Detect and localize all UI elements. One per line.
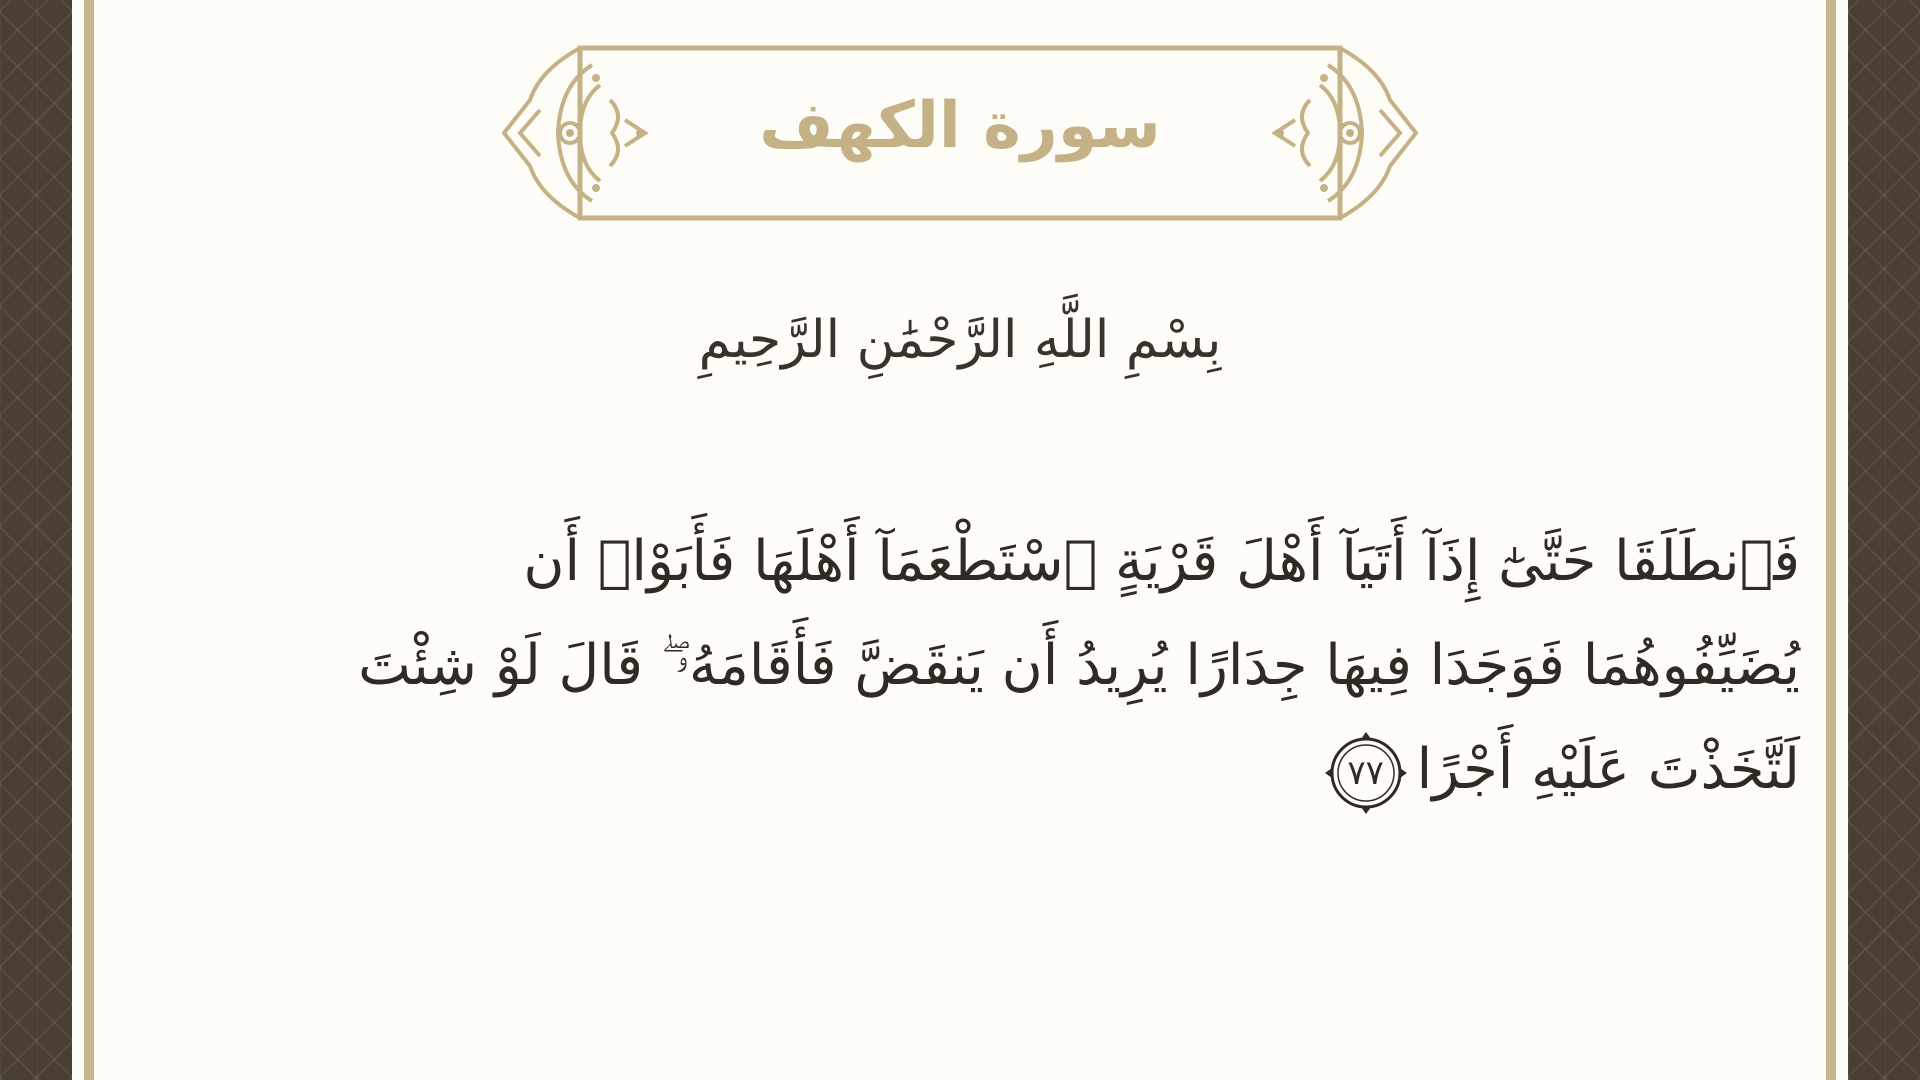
left-ornamental-border bbox=[0, 0, 72, 1080]
verse-line-2: يُضَيِّفُوهُمَا فَوَجَدَا فِيهَا جِدَارًا يُرِيدُ أَن يَنقَضَّ فَأَقَامَهُۥ ۖ قَالَ لَوْ شِئْتَ bbox=[358, 633, 1800, 698]
verse-line-1: فَٱنطَلَقَا حَتَّىٰٓ إِذَآ أَتَيَآ أَهْلَ قَرْيَةٍ ٱسْتَطْعَمَآ أَهْلَهَا فَأَبَوْا۟ أَن bbox=[523, 529, 1800, 594]
ayah-end-marker bbox=[1323, 730, 1409, 816]
ayah-number: ٧٧ bbox=[1347, 752, 1384, 793]
left-gold-rule bbox=[84, 0, 94, 1080]
verse-line-3-text: لَتَّخَذْتَ عَلَيْهِ أَجْرًا bbox=[1416, 737, 1800, 802]
verse-text bbox=[200, 510, 1800, 822]
surah-title-banner bbox=[500, 40, 1420, 226]
right-ornamental-border bbox=[1848, 0, 1920, 1080]
basmala: بِسْمِ اللَّهِ الرَّحْمَٰنِ الرَّحِيمِ bbox=[698, 310, 1222, 370]
surah-title: سورة الكهف bbox=[759, 89, 1161, 163]
right-gold-rule bbox=[1826, 0, 1836, 1080]
verse-line-3 bbox=[200, 718, 1800, 822]
